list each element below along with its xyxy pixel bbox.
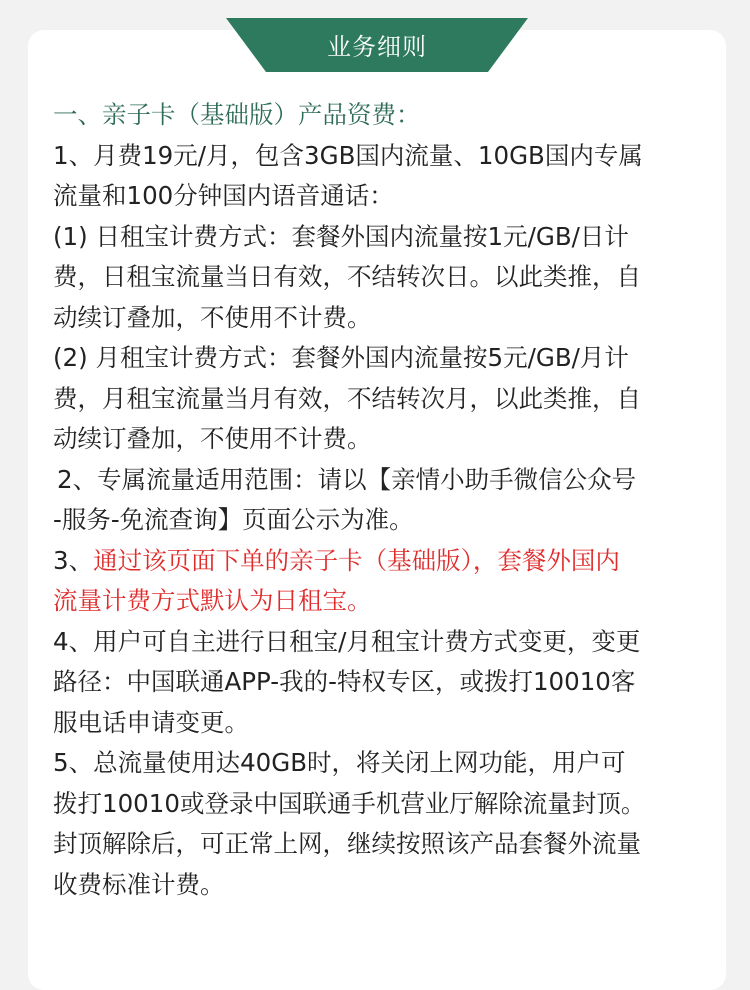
- rule-line: 费，月租宝流量当月有效，不结转次月，以此类推，自: [53, 383, 641, 413]
- rule-line: 路径：中国联通APP-我的-特权专区，或拨打10010客: [53, 667, 636, 696]
- rule-line: -服务-免流查询】页面公示为准。: [53, 505, 414, 534]
- rule-line: 服电话申请变更。: [53, 707, 249, 737]
- section-tab: [226, 18, 528, 74]
- highlight-text: 通过该页面下单的亲子卡（基础版），套餐外国内: [93, 545, 620, 575]
- tab-title: 业务细则: [327, 33, 427, 61]
- rule-number: 3、: [53, 545, 94, 575]
- rules-content: [53, 95, 703, 905]
- rule-line: 4、用户可自主进行日租宝/月租宝计费方式变更，变更: [53, 626, 641, 656]
- rule-line: 费，日租宝流量当日有效，不结转次日。以此类推，自: [53, 262, 641, 291]
- section-heading: 一、亲子卡（基础版）产品资费：: [53, 100, 421, 129]
- rule-line: 2、专属流量适用范围：请以【亲情小助手微信公众号: [57, 464, 637, 494]
- rule-line: 收费标准计费。: [53, 869, 225, 899]
- rule-line: (2) 月租宝计费方式：套餐外国内流量按5元/GB/月计: [53, 343, 629, 372]
- rule-line: 流量和100分钟国内语音通话：: [53, 181, 394, 210]
- rule-line: 5、总流量使用达40GB时，将关闭上网功能，用户可: [53, 748, 626, 777]
- rule-line: 1、月费19元/月，包含3GB国内流量、10GB国内专属: [53, 140, 643, 170]
- rule-line: 动续订叠加，不使用不计费。: [53, 302, 372, 332]
- rule-line-highlight: [53, 541, 703, 582]
- rule-line: 封顶解除后，可正常上网，继续按照该产品套餐外流量: [53, 829, 641, 858]
- rule-line: (1) 日租宝计费方式：套餐外国内流量按1元/GB/日计: [53, 221, 629, 251]
- rule-line: 动续订叠加，不使用不计费。: [53, 424, 372, 453]
- rule-line: 拨打10010或登录中国联通手机营业厅解除流量封顶。: [53, 788, 646, 818]
- highlight-text: 流量计费方式默认为日租宝。: [53, 586, 372, 615]
